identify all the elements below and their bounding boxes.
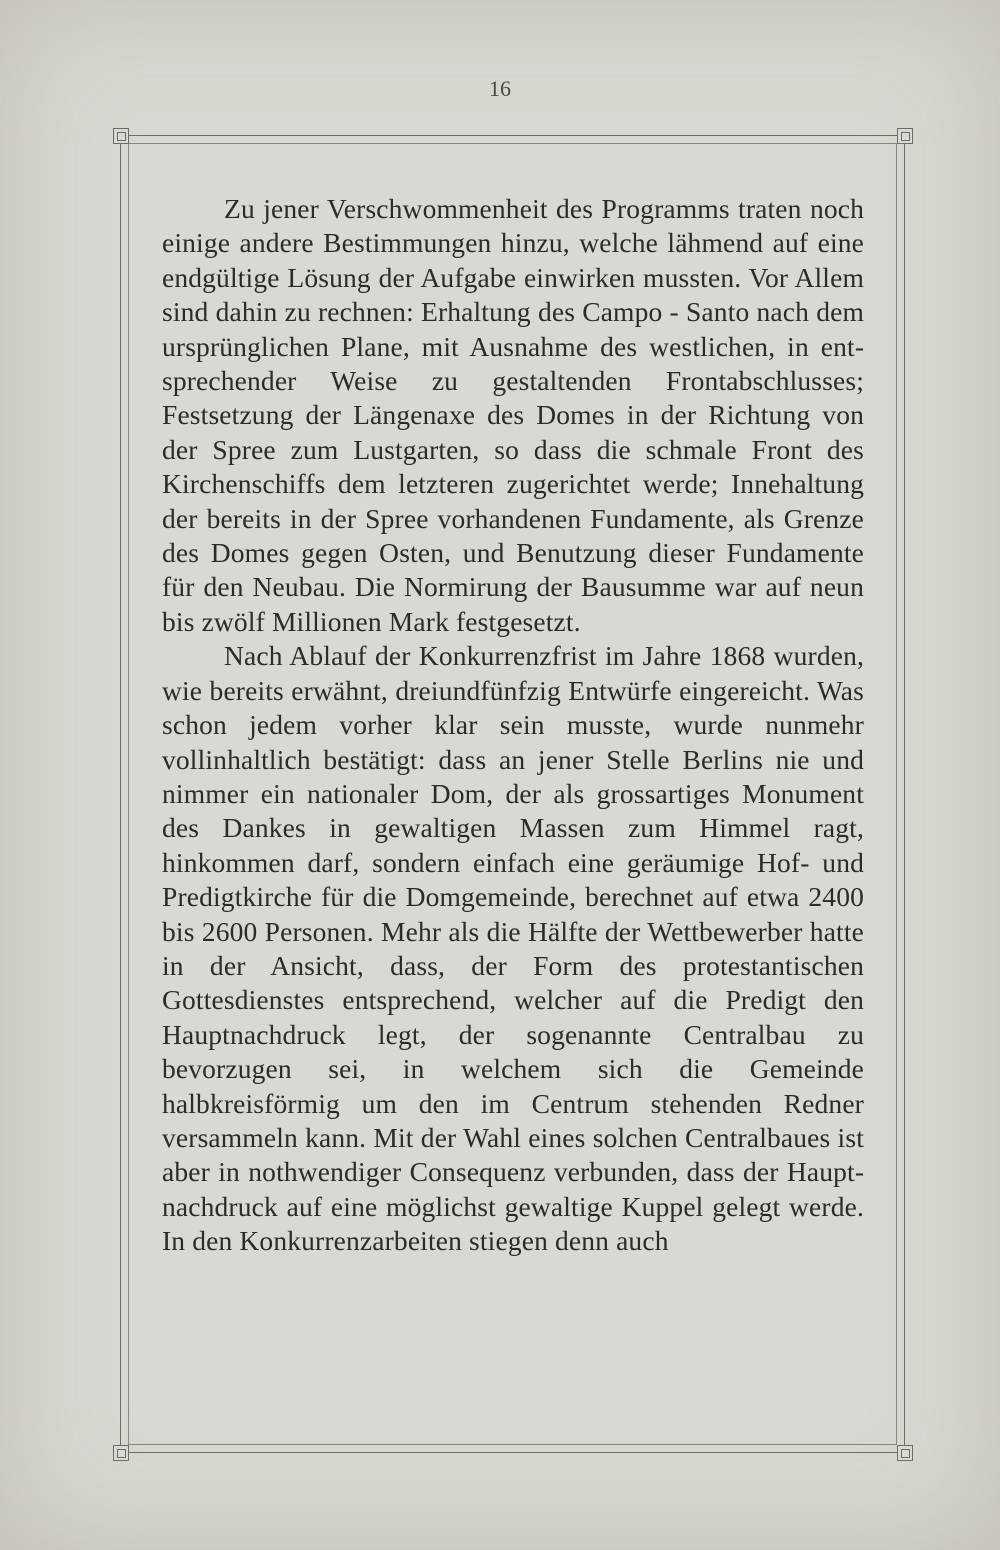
frame-corner-ornament-icon: [897, 128, 913, 144]
body-text: [162, 192, 864, 1259]
paragraph: Zu jener Verschwommenheit des Programms traten noch einige andere Bestimmungen hinzu, welche lähmend auf eine endgültige Lösung der Aufgabe einwirken mussten. Vor Allem sind dahin zu rechnen: Erhaltung des Campo - Santo nach dem ursprünglichen Plane, mit Ausnahme des westlichen, in entsprechender Weise zu gestaltenden Frontabschlusses; Festsetzung der Längenaxe des Domes in der Richtung von der Spree zum Lustgarten, so dass die schmale Front des Kirchenschiffs dem letzteren zugerichtet werde; Innehaltung der bereits in der Spree vorhandenen Fundamente, als Grenze des Domes gegen Osten, und Benutzung dieser Fundamente für den Neubau. Die Normirung der Bausumme war auf neun bis zwölf Millionen Mark festgesetzt.: [162, 193, 864, 637]
paragraph: Nach Ablauf der Konkurrenzfrist im Jahre 1868 wurden, wie bereits erwähnt, dreiundfünfzig Entwürfe eingereicht. Was schon jedem vorher klar sein musste, wurde nunmehr vollinhaltlich bestätigt: dass an jener Stelle Berlins nie und nimmer ein nationaler Dom, der als grossartiges Monument des Dankes in gewaltigen Massen zum Himmel ragt, hinkommen darf, sondern einfach eine geräumige Hof- und Predigtkirche für die Domgemeinde, berechnet auf etwa 2400 bis 2600 Personen. Mehr als die Hälfte der Wettbewerber hatte in der Ansicht, dass, der Form des protestantischen Gottesdienstes entsprechend, welcher auf die Predigt den Hauptnachdruck legt, der sogenannte Centralbau zu bevorzugen sei, in welchem sich die Gemeinde halbkreisförmig um den im Centrum stehenden Redner versammeln kann. Mit der Wahl eines solchen Centralbaues ist aber in nothwendiger Consequenz verbunden, dass der Hauptnachdruck auf eine möglichst gewaltige Kuppel gelegt werde. In den Konkurrenzarbeiten stiegen denn auch: [162, 640, 864, 1257]
page-number: 16: [489, 76, 511, 101]
frame-corner-ornament-icon: [897, 1445, 913, 1461]
frame-corner-ornament-icon: [113, 1445, 129, 1461]
frame-corner-ornament-icon: [113, 128, 129, 144]
